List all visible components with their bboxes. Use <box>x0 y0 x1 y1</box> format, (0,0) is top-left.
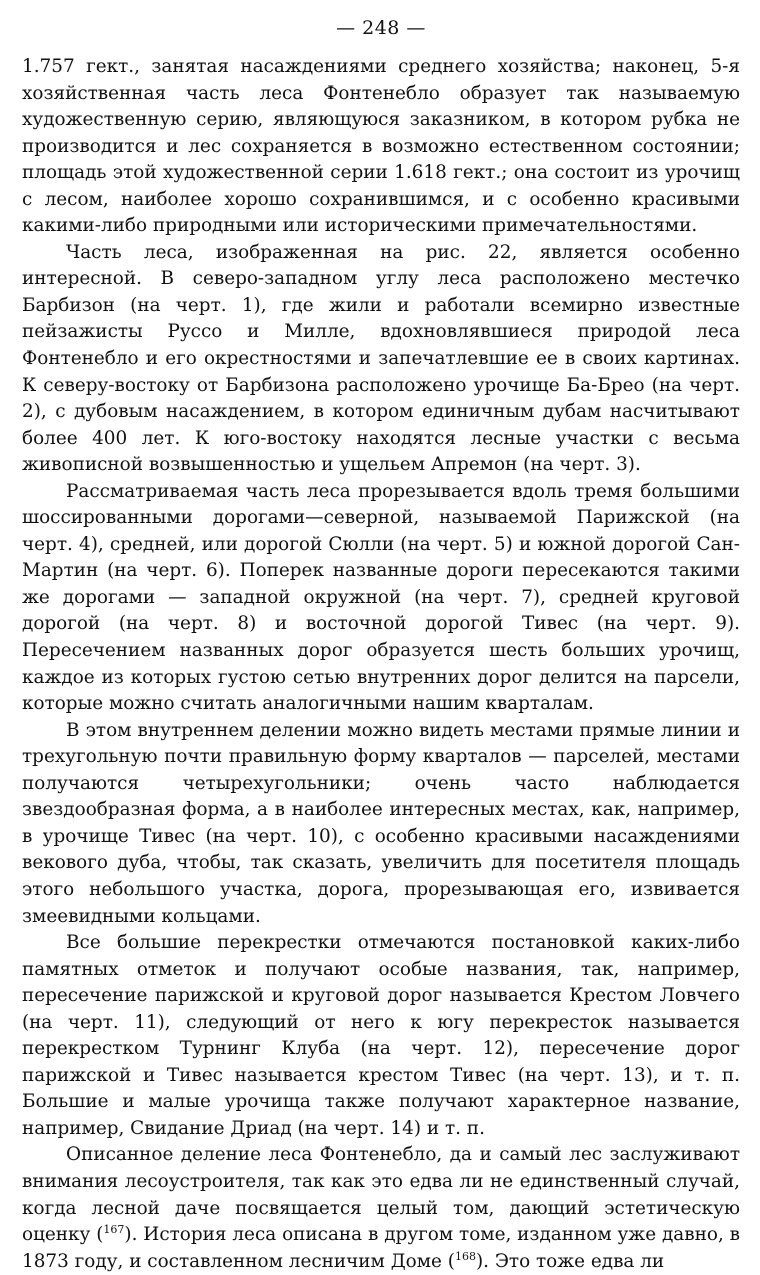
paragraph-3: Рассматриваемая часть леса прорезывается вдоль тремя большими шоссированными дорогами—северной, называемой Парижской (на черт. 4), средней, или дорогой Сюлли (на черт. 5) и южной дорогой Сан-Мартин (на черт. 6). Поперек названные дороги пересекаются такими же дорогами — западной окружной (на черт. 7), средней круговой дорогой (на черт. 8) и восточной дорогой Тивес (на черт. 9). Пересечением названных дорог образуется шесть больших урочищ, каждое из которых густою сетью внутренних дорог делится на парсели, которые можно считать аналогичными нашим кварталам. <box>22 480 740 715</box>
footnote-ref-167: 167 <box>103 1222 125 1236</box>
paragraph-1: 1.757 гект., занятая насаждениями среднего хозяйства; наконец, 5-я хозяйственная часть леса Фонтенебло образует так называемую художественную серию, являющуюся заказником, в котором рубка не производится и лес сохраняется в возможно естественном состоянии; площадь этой художественной серии 1.618 гект.; она состоит из урочищ с лесом, наиболее хорошо сохранившимся, и с особенно красивыми какими-либо природными или историческими примечательностями. <box>22 56 740 237</box>
body-text <box>22 54 740 1275</box>
paragraph-2: Часть леса, изображенная на рис. 22, является особенно интересной. В северо-западном углу леса расположено местечко Барбизон (на черт. 1), где жили и работали всемирно известные пейзажисты Руссо и Милле, вдохновлявшиеся природой леса Фонтенебло и его окрестностями и запечатлевшие ее в своих картинах. К северу-востоку от Барбизона расположено урочище Ба-Брео (на черт. 2), с дубовым насаждением, в котором единичным дубам насчитывают более 400 лет. К юго-востоку находятся лесные участки с весьма живописной возвышенностью и ущельем Апремон (на черт. 3). <box>22 241 740 476</box>
paragraph-4: В этом внутреннем делении можно видеть местами прямые линии и трехугольную почти правильную форму кварталов — парселей, местами получаются четырехугольники; очень часто наблюдается звездообразная форма, а в наиболее интересных местах, как, например, в урочище Тивес (на черт. 10), с особенно красивыми насаждениями векового дуба, чтобы, так сказать, увеличить для посетителя площадь этого небольшого участка, дорога, прорезывающая его, извивается змеевидными кольцами. <box>22 719 740 927</box>
footnote-ref-168: 168 <box>454 1249 476 1263</box>
paragraph-6-text-2: ). История леса описана в другом томе, изданном уже давно, в 1873 году, и составленном лесничим Доме ( <box>22 1224 741 1272</box>
paragraph-5: Все большие перекрестки отмечаются постановкой каких-либо памятных отметок и получают особые названия, так, например, пересечение парижской и круговой дорог называется Крестом Ловчего (на черт. 11), следующий от него к югу перекресток называется перекрестком Турнинг Клуба (на черт. 12), пересечение дорог парижской и Тивес называется крестом Тивес (на черт. 13), и т. п. Большие и малые урочища также получают характерное название, например, Свидание Дриад (на черт. 14) и т. п. <box>22 932 740 1139</box>
paragraph-6-text-1: Описанное деление леса Фонтенебло, да и самый лес заслуживают внимания лесоустроителя, так как это едва ли не единственный случай, когда лесной даче посвящается целый том, дающий эстетическую оценку ( <box>22 1144 740 1246</box>
paragraph-6 <box>22 1142 740 1275</box>
page-number: — 248 — <box>336 17 426 39</box>
paragraph-6-text-3: ). Это тоже едва ли <box>475 1250 665 1272</box>
